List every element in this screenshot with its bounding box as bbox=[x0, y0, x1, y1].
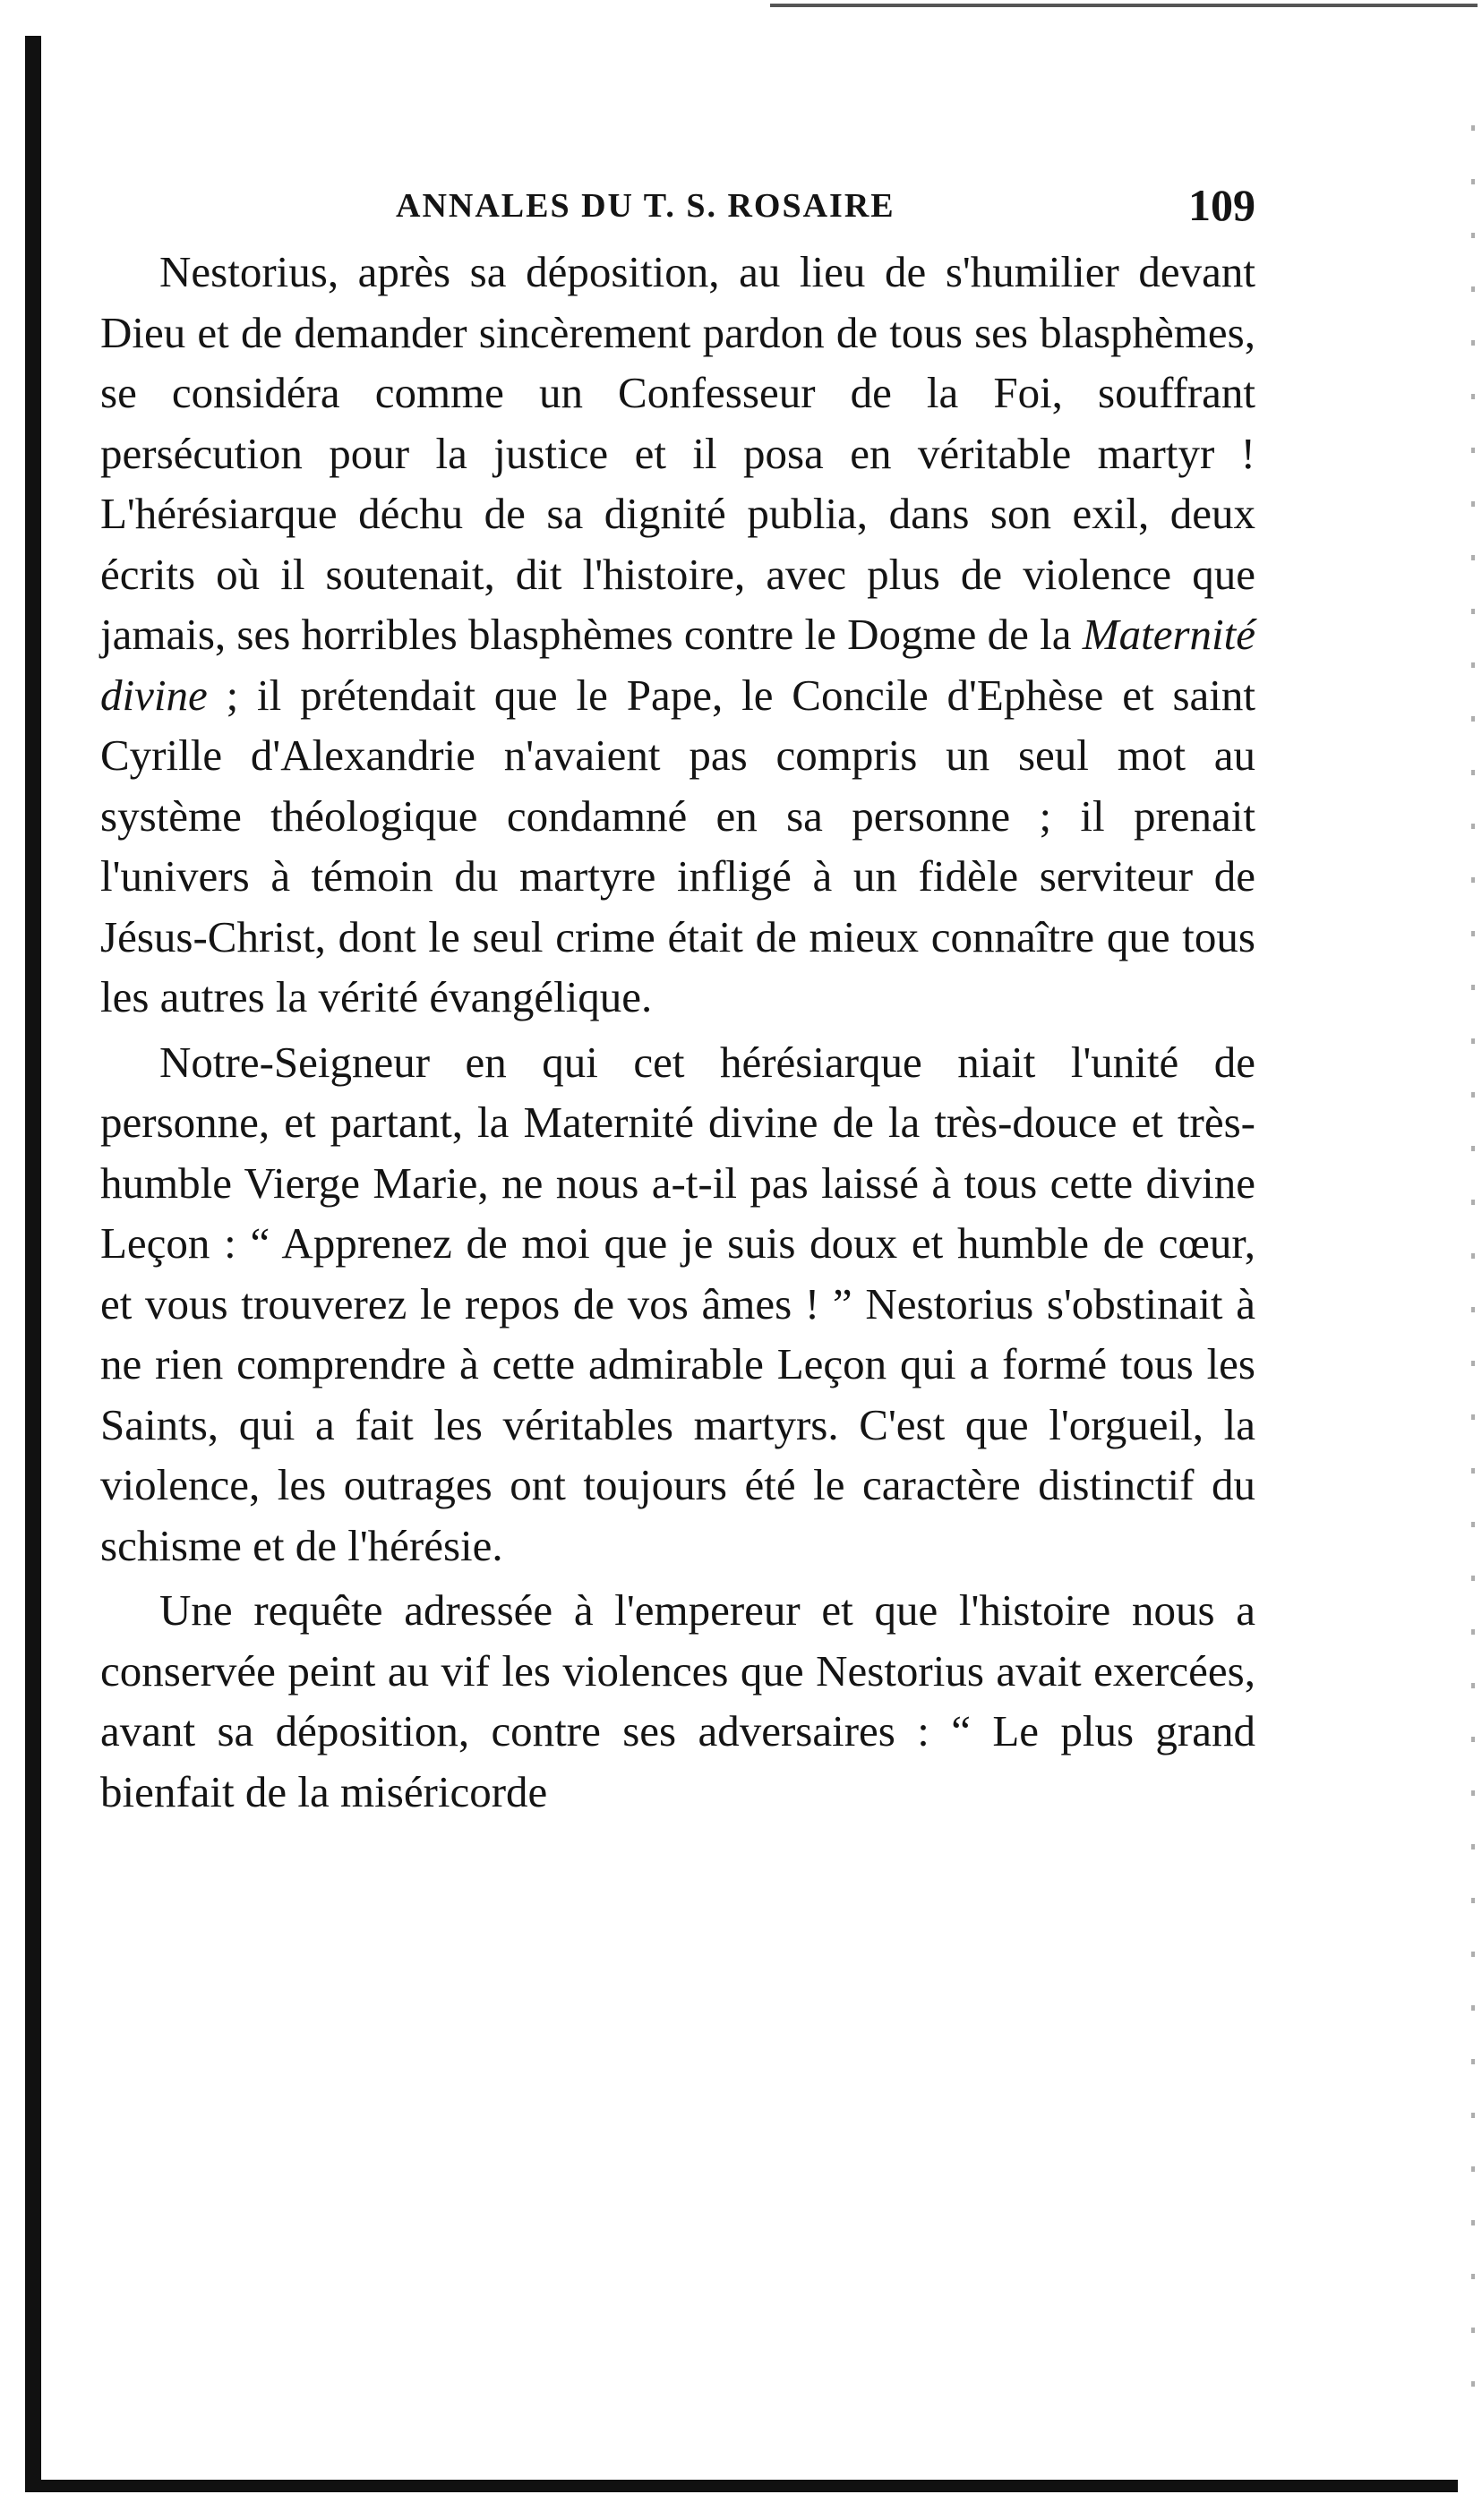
book-page bbox=[100, 179, 1255, 1822]
scan-top-rule bbox=[770, 4, 1478, 7]
paragraph-1-text-b: ; il prétendait que le Pape, le Concile d'Ephèse et saint Cyrille d'Alexandrie n'avaient pas compris un seul mot au système théologique condamné en sa personne ; il prenait l'univers à témoin du martyre infligé à un fidèle serviteur de Jésus-Christ, dont le seul crime était de mieux connaître que tous les autres la vérité évangélique. bbox=[100, 670, 1255, 1021]
running-head bbox=[100, 179, 1255, 242]
body-text bbox=[100, 242, 1255, 1822]
paragraph-1 bbox=[100, 242, 1255, 1028]
page-number: 109 bbox=[1188, 180, 1255, 230]
running-title: ANNALES DU T. S. ROSAIRE bbox=[396, 187, 895, 225]
paragraph-3: Une requête adressée à l'empereur et que l'histoire nous a conservée peint au vif les violences que Nestorius avait exercées, avant sa déposition, contre ses adversaires : “ Le plus grand bienfait de la miséricorde bbox=[100, 1585, 1255, 1816]
scan-left-edge bbox=[25, 36, 41, 2480]
scan-bottom-edge bbox=[25, 2480, 1458, 2492]
paragraph-1-text-a: Nestorius, après sa déposition, au lieu de s'humilier devant Dieu et de demander sincèrement pardon de tous ses blasphèmes, se considéra comme un Confesseur de la Foi, souffrant persécution pour la justice et il posa en véritable martyr ! L'hérésiarque déchu de sa dignité publia, dans son exil, deux écrits où il soutenait, dit l'histoire, avec plus de violence que jamais, ses horribles blasphèmes contre le Dogme de la bbox=[100, 247, 1255, 659]
paragraph-2: Notre-Seigneur en qui cet hérésiarque niait l'unité de personne, et partant, la Maternité divine de la très-douce et très-humble Vierge Marie, ne nous a-t-il pas laissé à tous cette divine Leçon : “ Apprenez de moi que je suis doux et humble de cœur, et vous trouverez le repos de vos âmes ! ” Nestorius s'obstinait à ne rien comprendre à cette admirable Leçon qui a formé tous les Saints, qui a fait les véritables martyrs. C'est que l'orgueil, la violence, les outrages ont toujours été le caractère distinctif du schisme et de l'hérésie. bbox=[100, 1037, 1255, 1570]
paragraph-1-italic: Maternité divine bbox=[100, 610, 1255, 720]
scan-right-edge-marks bbox=[1471, 125, 1475, 2408]
